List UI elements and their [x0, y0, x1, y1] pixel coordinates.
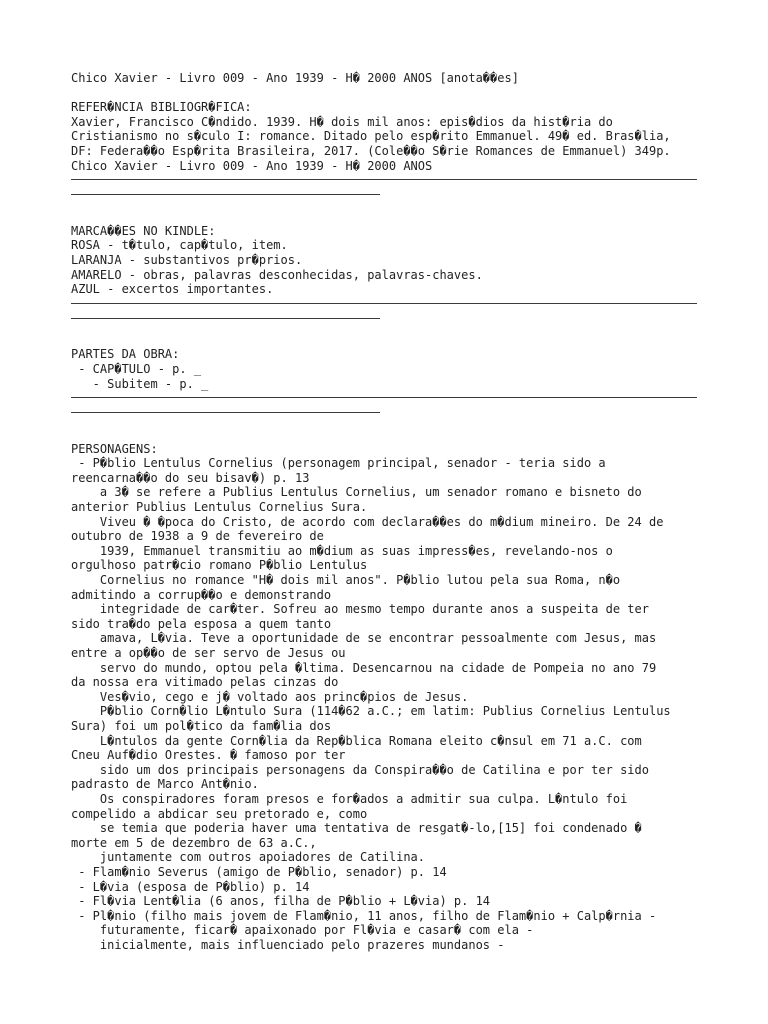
character-line: juntamente com outros apoiadores de Catilina. — [71, 850, 426, 865]
character-line: - L�via (esposa de P�blio) p. 14 — [71, 879, 310, 894]
character-line: orgulhoso patr�cio romano P�blio Lentulus — [71, 558, 368, 573]
spacer — [71, 333, 697, 348]
character-line: - Pl�nio (filho mais jovem de Flam�nio, 11 anos, filho de Flam�nio + Calp�rnia - — [71, 908, 657, 923]
parts-heading: PARTES DA OBRA: — [71, 347, 180, 362]
separator — [71, 391, 697, 427]
character-line: reencarna��o do seu bisav�) p. 13 — [71, 470, 310, 485]
character-line: futuramente, ficar� apaixonado por Fl�via e casar� com ela - — [71, 923, 534, 938]
character-line: anterior Publius Lentulus Cornelius Sura. — [71, 500, 368, 515]
kindle-line: AMARELO - obras, palavras desconhecidas, palavras-chaves. — [71, 267, 483, 282]
character-line: integridade de car�ter. Sofreu ao mesmo tempo durante anos a suspeita de ter — [71, 602, 649, 617]
character-line: compelido a abdicar seu pretorado e, como — [71, 806, 368, 821]
kindle-line: AZUL - excertos importantes. — [71, 282, 274, 297]
character-line: inicialmente, mais influenciado pelo prazeres mundanos - — [71, 937, 505, 952]
character-line: amava, L�via. Teve a oportunidade de se encontrar pessoalmente com Jesus, mas — [71, 631, 657, 646]
reference-line: Chico Xavier - Livro 009 - Ano 1939 - H� 2000 ANOS — [71, 158, 433, 173]
document-page — [71, 71, 697, 952]
character-line: sido um dos principais personagens da Conspira��o de Catilina e por ter sido — [71, 762, 649, 777]
character-line: - P�blio Lentulus Cornelius (personagem principal, senador - teria sido a — [71, 456, 606, 471]
separator — [71, 297, 697, 333]
reference-line: Cristianismo no s�culo I: romance. Ditado pelo esp�rito Emmanuel. 49� ed. Bras�lia, — [71, 129, 671, 144]
separator — [71, 173, 697, 209]
character-line: servo do mundo, optou pela �ltima. Desencarnou na cidade de Pompeia no ano 79 — [71, 660, 657, 675]
character-line: da nossa era vitimado pelas cinzas do — [71, 675, 339, 690]
reference-heading: REFER�NCIA BIBLIOGR�FICA: — [71, 100, 252, 115]
character-line: 1939, Emmanuel transmitiu ao m�dium as suas impress�es, revelando-nos o — [71, 543, 613, 558]
spacer — [71, 86, 697, 101]
character-line: P�blio Corn�lio L�ntulo Sura (114�62 a.C.; em latim: Publius Cornelius Lentulus — [71, 704, 671, 719]
character-line: Cornelius no romance "H� dois mil anos". P�blio lutou pela sua Roma, n�o — [71, 573, 621, 588]
separator-rule — [71, 412, 380, 427]
separator-rule — [71, 303, 697, 318]
spacer — [71, 209, 697, 224]
character-line: - Fl�via Lent�lia (6 anos, filha de P�blio + L�via) p. 14 — [71, 894, 491, 909]
character-line: admitindo a corrup��o e demonstrando — [71, 587, 332, 602]
character-line: L�ntulos da gente Corn�lia da Rep�blica Romana eleito c�nsul em 71 a.C. com — [71, 733, 642, 748]
document-title: Chico Xavier - Livro 009 - Ano 1939 - H� 2000 ANOS [anota��es] — [71, 71, 519, 85]
character-line: morte em 5 de dezembro de 63 a.C., — [71, 835, 317, 850]
character-line: - Flam�nio Severus (amigo de P�blio, senador) p. 14 — [71, 864, 447, 879]
kindle-line: ROSA - t�tulo, cap�tulo, item. — [71, 238, 288, 253]
parts-line: - CAP�TULO - p. _ — [71, 361, 202, 376]
reference-line: Xavier, Francisco C�ndido. 1939. H� dois mil anos: epis�dios da hist�ria do — [71, 114, 613, 129]
parts-line: - Subitem - p. _ — [71, 376, 209, 391]
character-line: Ves�vio, cego e j� voltado aos princ�pios de Jesus. — [71, 689, 469, 704]
character-line: padrasto de Marco Ant�nio. — [71, 777, 259, 792]
character-line: Viveu � �poca do Cristo, de acordo com declara��es do m�dium mineiro. De 24 de — [71, 514, 664, 529]
character-line: Cneu Auf�dio Orestes. � famoso por ter — [71, 748, 346, 763]
separator-rule — [71, 318, 380, 333]
separator-rule — [71, 179, 697, 194]
kindle-heading: MARCA��ES NO KINDLE: — [71, 223, 216, 238]
separator-rule — [71, 397, 697, 412]
character-line: Sura) foi um pol�tico da fam�lia dos — [71, 718, 332, 733]
kindle-line: LARANJA - substantivos pr�prios. — [71, 252, 303, 267]
character-line: sido tra�do pela esposa a quem tanto — [71, 616, 332, 631]
character-line: entre a op��o de ser servo de Jesus ou — [71, 646, 346, 660]
characters-list — [71, 456, 697, 952]
separator-rule — [71, 194, 380, 209]
spacer — [71, 427, 697, 442]
character-line: se temia que poderia haver uma tentativa de resgat�-lo,[15] foi condenado � — [71, 821, 642, 836]
character-line: a 3� se refere a Publius Lentulus Cornelius, um senador romano e bisneto do — [71, 485, 642, 500]
characters-heading: PERSONAGENS: — [71, 441, 158, 456]
character-line: outubro de 1938 a 9 de fevereiro de — [71, 529, 324, 544]
reference-line: DF: Federa��o Esp�rita Brasileira, 2017. (Cole��o S�rie Romances de Emmanuel) 349p. — [71, 143, 671, 158]
character-line: Os conspiradores foram presos e for�ados a admitir sua culpa. L�ntulo foi — [71, 791, 628, 806]
